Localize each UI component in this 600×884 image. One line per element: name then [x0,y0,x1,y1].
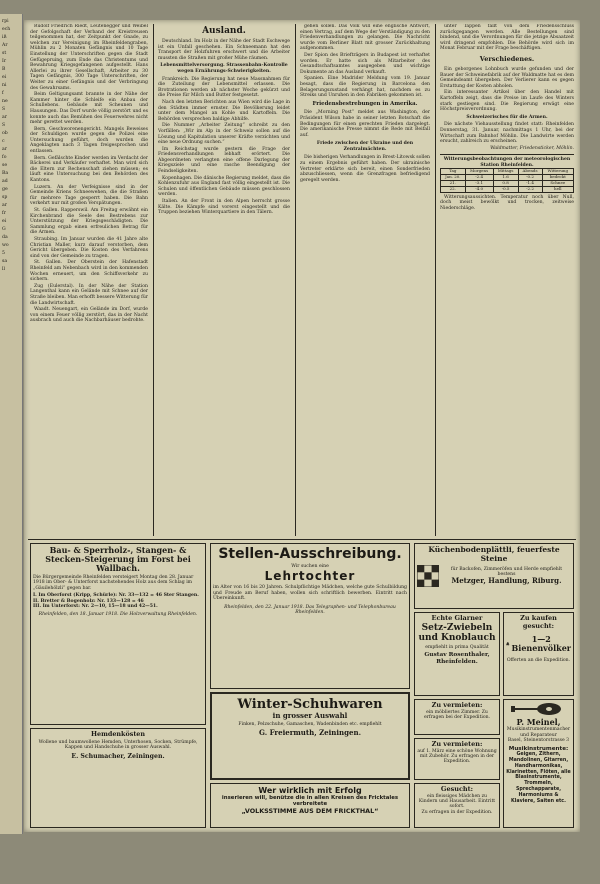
beehive-icon [506,633,510,655]
strip-fragment: Ba [2,171,9,176]
ad-footer: Zu erfragen in der Expedition. [421,809,493,815]
ad-title: Zu kaufen gesucht: [520,614,557,630]
article-subheading: Friede zwischen der Ukraine und den Zentralmächten. [316,141,414,152]
table-cell: 1.6 [493,175,518,181]
ad-title: Gesucht: [440,785,474,793]
article-text: Nach den letzten Berichten aus Wien wird die Lage in den Städten immer ernster. Die Bevölkerung leidet unter dem Mangel an Kohle und Kartoffeln. Die Behörden versprechen baldige Abhilfe. [158,99,290,122]
ad-body: Geigen, Zithern, Mandolinen, Gitarren, Handharmonikas, Klarinetten, Flöten, alle Blasinstrumente, Trommeln, Sprechapparate, Harmoniums & Klaviere, Saiten etc. [506,752,571,804]
strip-fragment: ge [2,187,8,192]
ad-setz-zwiebeln [414,612,500,696]
strip-fragment: f [2,91,4,96]
article-text: Die bisherigen Verhandlungen in Brest-Litowsk sollen zu einem Ergebnis geführt haben. Der ukrainische Vertreter erklärte sich bereit, einen Sonderfrieden abzuschliessen, wenn die Grenzfragen befriedigend geregelt werden. [300,155,430,183]
ad-title: Hemdenkösten [91,730,145,738]
table-header-cell: Witterung [542,169,573,175]
table-cell: -0.5 [493,186,518,192]
ad-item: I. Im Oberforst (Kripp, Schürle): Nr. 33—132 = 46 Ster Stangen. [33,593,199,599]
section-heading-verschiedenes: Verschiedenes. [479,54,535,63]
ad-hemden [30,728,206,828]
table-cell: 22. [441,186,466,192]
ad-footer: Rheinfelden, den 18. Januar 1918. Die Holzverwaltung Rheinfelden. [38,612,198,618]
article-text: Deutschland. Im Holz in der Nähe der Stadt Eschwege ist ein Unfall geschehen. Ein Schneemann hat den Transport der Holzfuhren erschwert und die Arbeiter mussten die Straßen mit großer Mühe räumen. [158,39,290,61]
article-text: unter Tappen fällt von dem Friedensschluss zurückgegangen werden. Alle Bestellungen sind bindend, und die Verordnungen für die jetzige Absaatzeit wird dringend empfohlen. Die Behörde wird sich im Monat Februar mit der Frage beschäftigen. [440,24,574,52]
ad-volksstimme [210,783,410,828]
strip-fragment: G [2,227,6,232]
article-text: Ein interessanter Artikel über den Handel mit Kartoffeln zeigt, dass die Preise im Laufe des Winters stark gestiegen sind. Die Regierung erwägt eine Höchstpreisverordnung. [440,90,574,113]
article-text: Die Nummer „Arbeiter Zeitung“ schreibt zu den Vorfällen: „Wir im Alp in der Schweiz sollen auf die Lösung und Kapitulation unserer Kräfte verzichten und eine neue Ordnung suchen.“ [158,123,290,146]
strip-fragment: ech [2,27,11,32]
article-text: Bern, Geschworenengericht. Mangels Beweises der Schuldigen wurde gegen die Polizei eine Untersuchung geführt, doch wurden die Angeklagten nach 3 Tagen freigesprochen und entlassen. [30,126,148,155]
ad-body: Die Bürgergemeinde Rheinfelden versteigert Montag den 28. Januar 1918 im Ober- & Unterforst nachstehendes Holz aus dem Schlag im „Gäuilehölzli“ gegen bar. [33,575,194,591]
violin-icon [509,702,569,716]
ad-body: im Alter von 16 bis 20 Jahren. Schulpflichtige Mädchen, welche gute Schulbildung und Freude am Beruf haben, wollen sich schriftlich bewerben. Eintritt nach Übereinkunft. [213,585,407,602]
column-1 [30,24,148,536]
ad-zimmer [414,699,500,735]
strip-fragment: fr [2,211,6,216]
strip-fragment: S [2,107,6,112]
ad-body: auf 1. März eine schöne Wohnung mit Zubehör. Zu erfragen in der Expedition. [417,748,497,765]
adjacent-page-text [0,14,22,278]
ad-merchant: G. Freiermuth, Zeiningen. [258,728,362,738]
ad-title: Küchenbodenplättli, feuerfeste Steine [428,545,560,563]
ads-divider [28,539,576,540]
column-2 [158,24,290,536]
article-text: St. Gallen. Der Oberstein der Hafenstadt Rheinfeld am Nebenbach wird in den kommenden Wochen erneuert, um den Schiffsverkehr zu sichern. [30,260,148,283]
ad-bienenvoelker [503,612,574,696]
article-intro: Rudolf Friedrich Riedt, Leutenegger und Weibel der Gefolgschaft der Verband der Kreistreusen teilgenommen hat, der Zeitpunkt der Gnade, zu welchen zur Vereinigung im Rheinfeldengraben, Mühlin zu 2 Monaten Gefängnis und 10 Tage Einstellung der Unterschriften gegen die Stadt Gefügepruing, zum Ende das Christentums und Bewahrung Kriegsgefangenen aufgestellt. Hans Allerlei zu ihrer Gesellschaft, Arbeiter zu 30 Tagen Gefängnis, 300 Tage Unterschriften, der Weiter zu einer Gefängnis und der Verbringung des Gewahrsams. [30,24,148,91]
strip-fragment: da [2,235,8,240]
article-signature: Waldmatter, Friedensticker, Möhlin. [490,145,574,151]
strip-fragment: ob [2,131,8,136]
table-cell: -2.4 [465,175,493,181]
ad-merchant: Gustav Rosenthaler, Rheinfelden. [424,651,490,665]
table-cell: 21. [441,181,466,187]
column-rule [435,24,436,536]
article-text: Italien. An der Front in den Alpen herrscht grosse Kälte. Die Kämpfe sind vorerst eingestellt und die Truppen beziehen Winterquartiere in den Tälern. [158,199,290,216]
strip-fragment: st [2,51,7,56]
ad-title: Echte Glarner [431,614,483,622]
article-text: Frankreich. Die Regierung hat neue Massnahmen für die Zuteilung der Lebensmittel erlassen. Die Brotrationen werden ab nächster Woche gekürzt und die Preise für Milch und Butter festgesetzt. [158,76,290,99]
ad-footer: Rheinfelden, den 22. Januar 1918. Das Telegraphen- und Telephonbureau Rheinfelden. [224,604,396,616]
strip-fragment: ei [2,75,7,80]
strip-fragment: wo [2,243,9,248]
table-cell: 0.8 [493,181,518,187]
article-text: Zug (Eulerstal). In der Nähe der Station Langenthal kann ein Gelände mit Schnee auf der Straße bleiben. Man erhofft bessere Witterung für die Landwirtschaft. [30,283,148,306]
table-header-cell: Tag [441,169,466,175]
ad-title: Bau- & Sperrholz-, Stangen- & Stecken-Steigerung im Forst bei Wallbach. [45,545,191,573]
column-3 [300,24,430,536]
strip-fragment: sp [2,195,8,200]
checker-tile-icon [417,565,439,587]
strip-fragment: rpi [2,19,9,24]
ad-role: Lehrtochter [264,569,356,584]
table-cell: -0.2 [518,175,542,181]
weather-forecast: Witterungsaussichten. Temperatur noch über Null, doch meist bewölkt und trocken, zeitweise Niederschläge. [440,194,574,211]
table-row [441,186,574,192]
ad-title: Winter-Schuhwaren [237,697,383,712]
ad-subtitle: in grosser Auswahl [272,711,348,720]
article-heading: Friedensbestrebungen in Amerika. [312,100,418,107]
table-cell: -1.4 [518,181,542,187]
strip-fragment: Ar [2,43,8,48]
ad-body: Wollene und baumwollene Hemden, Unterhosen, Socken, Strümpfe, Kappen und Handschuhe in grosser Auswahl. [38,740,198,751]
strip-fragment: ar [2,203,7,208]
ad-title: Zu vermieten: [431,740,483,748]
article-text: Im Reichstag wurde gestern die Frage der Friedensverhandlungen lebhaft erörtert. Die Abgeordneten verlangten eine offene Darlegung der Kriegsziele und eine rasche Beendigung der Feindseligkeiten. [158,146,290,175]
section-heading-ausland: Ausland. [202,26,246,36]
article-text: Ein geborgenes Lohnbuch wurde gefunden und der Bauer der Schweinefabrik auf der Waldmatte hat es dem Gemeindeamt übergeben. Der Verlierer kann es gegen Erstattung der Kosten abholen. [440,66,574,89]
strip-fragment: 5 [2,251,5,256]
article-text: gehen sollen. Das Volk will eine englische Antwort, einen Vertrag, auf dem Wege der Verständigung zu den Friedenverhandlungen zu gelangen. Die Nachricht wurde vom Berliner Blatt mit grosser Zurückhaltung aufgenommen. [300,24,430,52]
ad-holz-steigerung [30,543,206,725]
article-subheading: Schweizerisches für die Armen. [466,114,548,120]
article-text: Bern. Gefälschte Kinder werden im Verdacht der Bäckerei und Verkäufer verhaftet. Man wird sich die Eltern zur Rechenschaft ziehen müssen; es läuft eine Untersuchung bei den Behörden des Kantons. [30,155,148,184]
adjacent-page-strip [0,14,23,834]
ad-title: Zu vermieten: [431,701,483,709]
weather-table [440,168,574,192]
ad-item: III. Im Unterforst: Nr. 2—10, 15—18 und 42—51. [33,604,158,610]
strip-fragment: fo [2,155,7,160]
ad-subtitle: Musikinstrumentenmacher und Reparateur [506,727,571,738]
strip-fragment: ei [2,219,7,224]
strip-fragment: ll [2,267,5,272]
ad-winter-schuhwaren [210,692,410,780]
table-cell: bedeckt [542,175,573,181]
ad-wohnung [414,738,500,780]
strip-fragment: S [2,123,6,128]
ad-address: Basel, Steinentorstrasse 3 [507,738,570,744]
article-text: St. Gallen. Rapperswil. Am Freitag erwähnt ein Kirchenbrand die Seele des Bestrebens zur Unterstützung der Kriegsgeschädigten. Die Sammlung ergab einen erfreulichen Betrag für die Armen. [30,208,148,236]
strip-fragment: ne [2,99,8,104]
ad-gesucht [414,783,500,828]
table-cell: -2.2 [518,186,542,192]
ad-stellen-ausschreibung [210,543,410,689]
ad-item: II. Bretter & Bogenholz: Nr. 133—128 = 46 [33,598,144,604]
table-header-cell: Morgens [465,169,493,175]
column-rule [295,24,296,536]
strip-fragment: ni [2,83,7,88]
ad-body: 1—2 Bienenvölker [511,634,571,653]
strip-fragment: c [2,139,5,144]
column-rule [153,24,154,536]
ad-name: P. Meinel, [516,717,561,728]
article-text: Der Spion des Briefträgers in Budapest ist verhaftet worden. Er hatte sich als Mitarbeiter des Gesandtschaftsamtes ausgegeben und wichtige Dokumente an das Ausland verkauft. [300,52,430,75]
newspaper-page [24,20,580,832]
article-text: Die „Morning Post“ meldet aus Washington, der Präsident Wilson habe in seiner letzten Botschaft die Bedingungen für einen gerechten Frieden dargelegt. Die amerikanische Presse nimmt die Rede mit Beifall auf. [300,110,430,138]
ad-footer: Offerten an die Expedition. [506,658,571,663]
table-cell: hell [542,186,573,192]
ad-lead: Wir suchen eine [291,564,329,569]
table-cell: -4.0 [465,186,493,192]
column-4 [440,24,574,536]
strip-fragment: B [2,67,6,72]
table-cell: Schnee [542,181,573,187]
ad-body: ein fleissiges Mädchen zu Kindern und Hausarbeit. Eintritt sofort. [418,793,496,810]
article-text: Beim Geltigungsamt brannte in der Nähe der Kammer hinter die Schleife ein Anbau der Schullebens. Gebäude mit Scheunen und Hausungen. Das Dorf wurde völlig zerstört und es konnte auch das Bemühen des Feuerwehres nicht mehr gerettet werden. [30,92,148,126]
article-text: Straubing. Im Januar wurden die 41 Jahre alte Christian Maller, kurz darauf verstorben, dem Gericht übergeben. Die Kosten des Verfahrens sind von der Gemeinde zu tragen. [30,236,148,259]
ad-body: empfiehlt in prima Qualität [425,644,489,650]
ad-kuechenbodenplaettli [414,543,574,609]
article-text: Waadt. Neuengart, ein Gelände im Dorf, wurde von einem Feuer völlig zerstört, das in der Nacht ausbrach und auch die Nachbarhäuser bedrohte. [30,307,148,324]
weather-table-title: Witterungsbeobachtungen der meteorologischen Station Rheinfelden. [440,154,574,168]
ad-title: Musikinstrumente: [508,745,569,752]
ad-body: ein möbliertes Zimmer. Zu erfragen bei der Expedition. [423,709,491,720]
strip-fragment: ar [2,115,7,120]
ad-product: Setz-Zwiebeln und Knoblauch [418,622,496,643]
ad-title: Stellen-Ausschreibung. [218,546,402,562]
article-text: Spanien. Eine Madrider Meldung vom 19. Januar besagt, dass die Regierung in Barcelona den Belagerungszustand verhängt hat, nachdem es zu Streiks und Unruhen in den Fabriken gekommen ist. [300,76,430,99]
ad-line3: „VOLKSSTIMME AUS DEM FRICKTHAL“ [241,806,379,815]
table-cell: Jan. 20. [441,175,466,181]
article-text: Kopenhagen. Die dänische Regierung meldet, dass die Kohlenzufuhr aus England fast völlig eingestellt ist. Die Schulen und öffentlichen Gebäude müssen geschlossen werden. [158,175,290,198]
strip-fragment: se [2,163,8,168]
ad-merchant: Metzger, Handlung, Riburg. [451,576,562,586]
ad-line2: inserieren will, benütze die in allen Kreisen des Fricktales verbreitete [221,795,399,808]
strip-fragment: sa [2,259,8,264]
table-cell: -3.1 [465,181,493,187]
table-header-cell: Mittags [493,169,518,175]
strip-fragment: ad [2,179,8,184]
strip-fragment: ar [2,147,7,152]
ad-merchant: E. Schumacher, Zeiningen. [71,752,165,760]
ad-p-meinel [503,699,574,828]
article-text: Luzern. An der Verfeignisse sind in der Gemeinde Kriens Schneewehen, die die Straßen für mehrere Tage gesperrt haben. Die Bahn verkehrt nur mit großen Verspätungen. [30,184,148,207]
ad-body: für Backofen, Zimmeröfen und Herde empfiehlt bestens [450,566,563,577]
article-subheading: Lebensmittelversorgung. Strassenbahn-Kontrolle wegen Ernährungs-Schwierigkeiten. [160,63,288,74]
article-text: Die nächste Viehausstellung findet statt: Rheinfelden Donnerstag, 31. Januar, nachmittags 1 Uhr, bei der Wirtschaft zum Bahnhof Möhlin. Die Landwirte werden ersucht, zahlreich zu erscheinen. [440,122,574,145]
table-header-cell: Abends [518,169,542,175]
ad-line1: Wer wirklich mit Erfolg [258,786,362,795]
strip-fragment: iß [2,35,7,40]
strip-fragment: Ir [2,59,7,64]
ad-body: Finken, Pelzschuhe, Gamaschen, Wadenbinden etc. empfiehlt [238,722,382,727]
